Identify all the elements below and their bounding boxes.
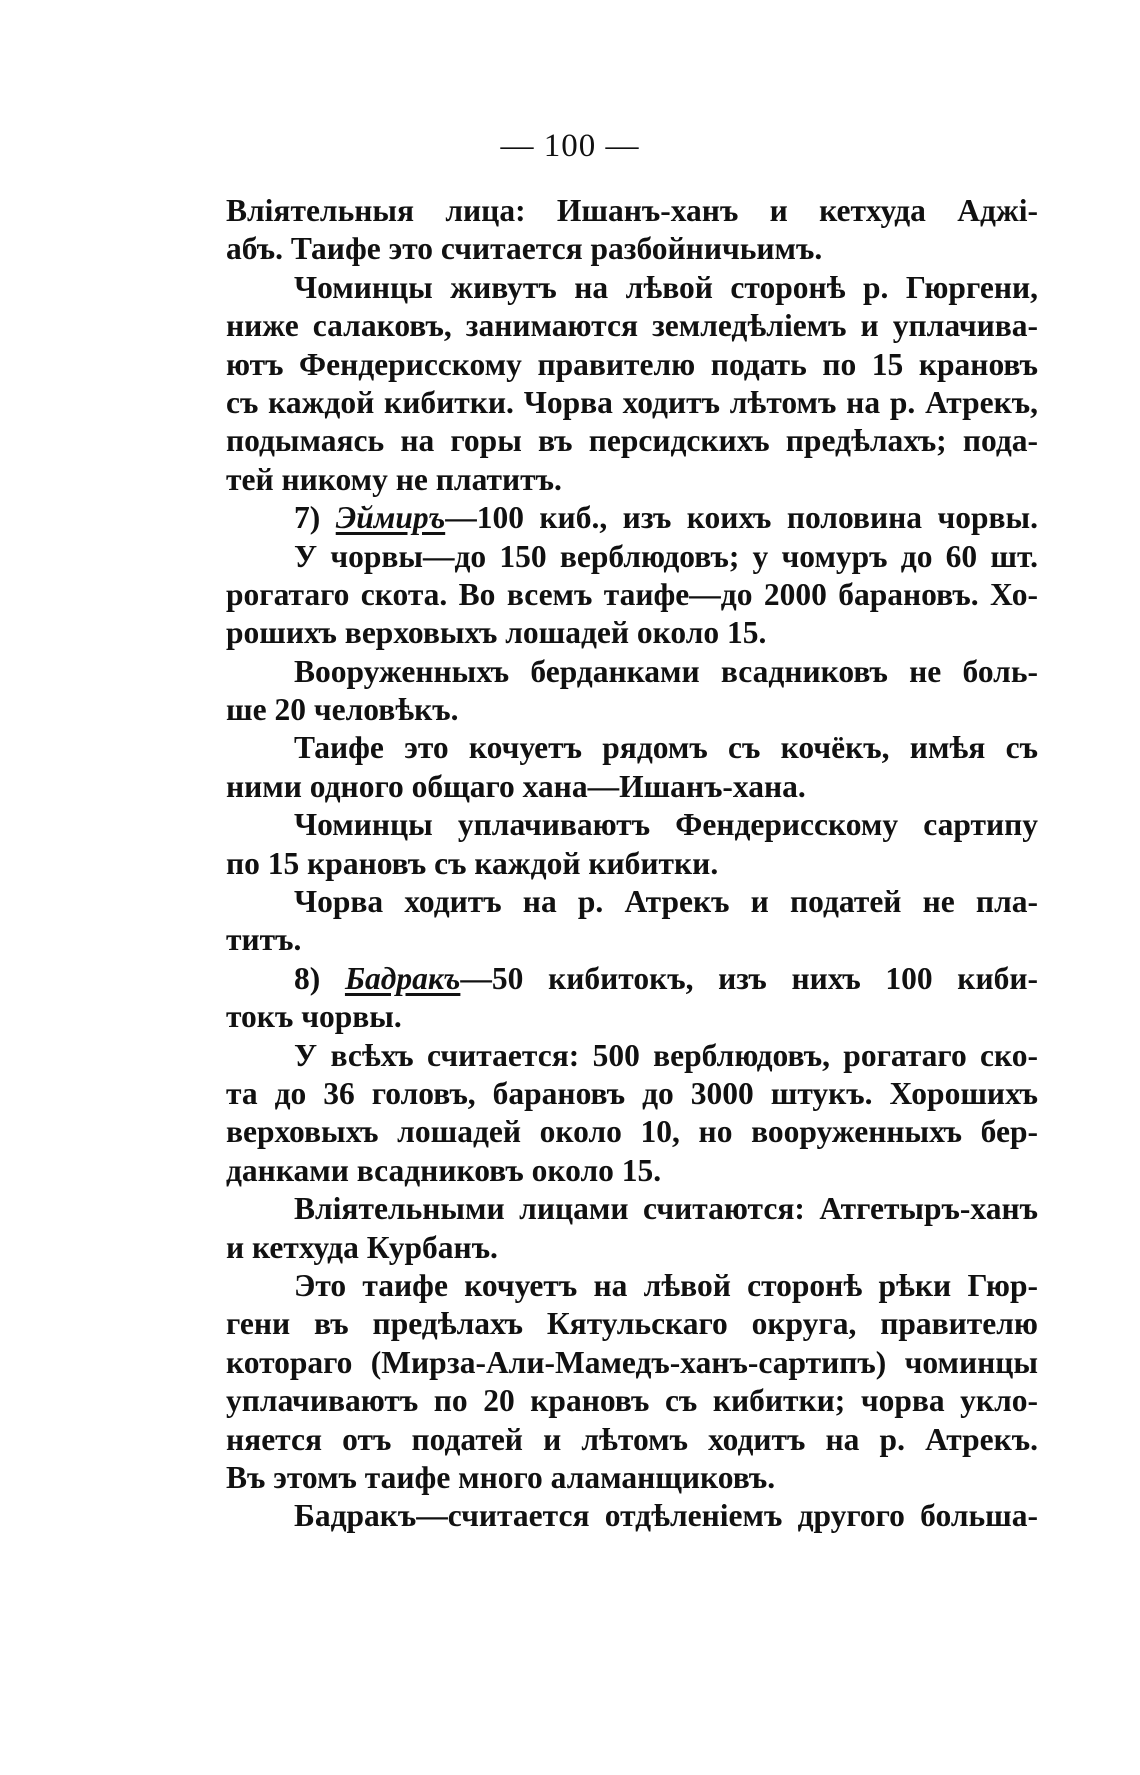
- text-line: Чоминцы живутъ на лѣвой сторонѣ р. Гюргени,: [294, 269, 1038, 305]
- text-line: Вліятельными лицами считаются: Атгетыръ-ханъ: [294, 1191, 1038, 1227]
- text-line: абъ. Таифе это считается разбойничьимъ.: [226, 231, 823, 267]
- text-line: уплачиваютъ по 20 крановъ съ кибитки; чорва укло-: [226, 1383, 1038, 1419]
- line-text: —50 кибитокъ, изъ нихъ 100 киби-: [460, 960, 1038, 996]
- tribe-name: Бадракъ: [344, 960, 461, 996]
- text-line: няется отъ податей и лѣтомъ ходитъ на р. Атрекъ.: [226, 1421, 1038, 1457]
- text-line: та до 36 головъ, барановъ до 3000 штукъ. Хорошихъ: [226, 1075, 1038, 1111]
- text-line: рошихъ верховыхъ лошадей около 15.: [226, 615, 767, 651]
- page-body-text: [226, 192, 1038, 1536]
- text-line: [226, 499, 1038, 537]
- text-line: верховыхъ лошадей около 10, но вооруженныхъ бер-: [226, 1114, 1038, 1150]
- item-number: 7): [294, 500, 336, 536]
- page-number: — 100 —: [500, 128, 640, 164]
- text-line: рогатаго скота. Во всемъ таифе—до 2000 барановъ. Хо-: [226, 576, 1038, 612]
- text-line: ютъ Фендерисскому правителю подать по 15 крановъ: [226, 346, 1038, 382]
- text-line: данками всадниковъ около 15.: [226, 1152, 662, 1188]
- text-line: Бадракъ—считается отдѣленіемъ другого больша-: [294, 1498, 1038, 1534]
- text-line: Вооруженныхъ берданками всадниковъ не боль-: [294, 653, 1038, 689]
- text-line: ниже салаковъ, занимаются земледѣліемъ и уплачива-: [226, 308, 1038, 344]
- item-number: 8): [294, 960, 345, 996]
- text-line: и кетхуда Курбанъ.: [226, 1229, 498, 1265]
- text-line: Это таифе кочуетъ на лѣвой сторонѣ рѣки Гюр-: [294, 1267, 1038, 1303]
- text-line: Въ этомъ таифе много аламанщиковъ.: [226, 1459, 776, 1495]
- text-line: гени въ предѣлахъ Кятульскаго округа, правителю: [226, 1306, 1038, 1342]
- text-line: котораго (Мирза-Али-Мамедъ-ханъ-сартипъ) чоминцы: [226, 1344, 1038, 1380]
- text-line: У всѣхъ считается: 500 верблюдовъ, рогатаго ско-: [294, 1037, 1038, 1073]
- text-line: съ каждой кибитки. Чорва ходитъ лѣтомъ на р. Атрекъ,: [226, 384, 1038, 420]
- text-line: подымаясь на горы въ персидскихъ предѣлахъ; пода-: [226, 423, 1038, 459]
- text-line: Вліятельныя лица: Ишанъ-ханъ и кетхуда Аджі-: [226, 193, 1038, 228]
- text-line: тей никому не платитъ.: [226, 461, 562, 497]
- tribe-name: Эймиръ: [335, 500, 446, 536]
- text-line: ними одного общаго хана—Ишанъ-хана.: [226, 768, 806, 804]
- text-line: [226, 960, 1038, 998]
- text-line: титъ.: [226, 922, 302, 958]
- text-line: по 15 крановъ съ каждой кибитки.: [226, 845, 719, 881]
- text-line: Чорва ходитъ на р. Атрекъ и податей не пла-: [294, 884, 1038, 920]
- line-text: —100 киб., изъ коихъ половина чорвы.: [445, 500, 1038, 536]
- text-line: У чорвы—до 150 верблюдовъ; у чомуръ до 60 шт.: [294, 538, 1038, 574]
- text-line: токъ чорвы.: [226, 999, 402, 1035]
- text-line: Таифе это кочуетъ рядомъ съ кочёкъ, имѣя съ: [294, 730, 1038, 766]
- text-line: ше 20 человѣкъ.: [226, 692, 459, 728]
- text-line: Чоминцы уплачиваютъ Фендерисскому сартипу: [294, 807, 1038, 843]
